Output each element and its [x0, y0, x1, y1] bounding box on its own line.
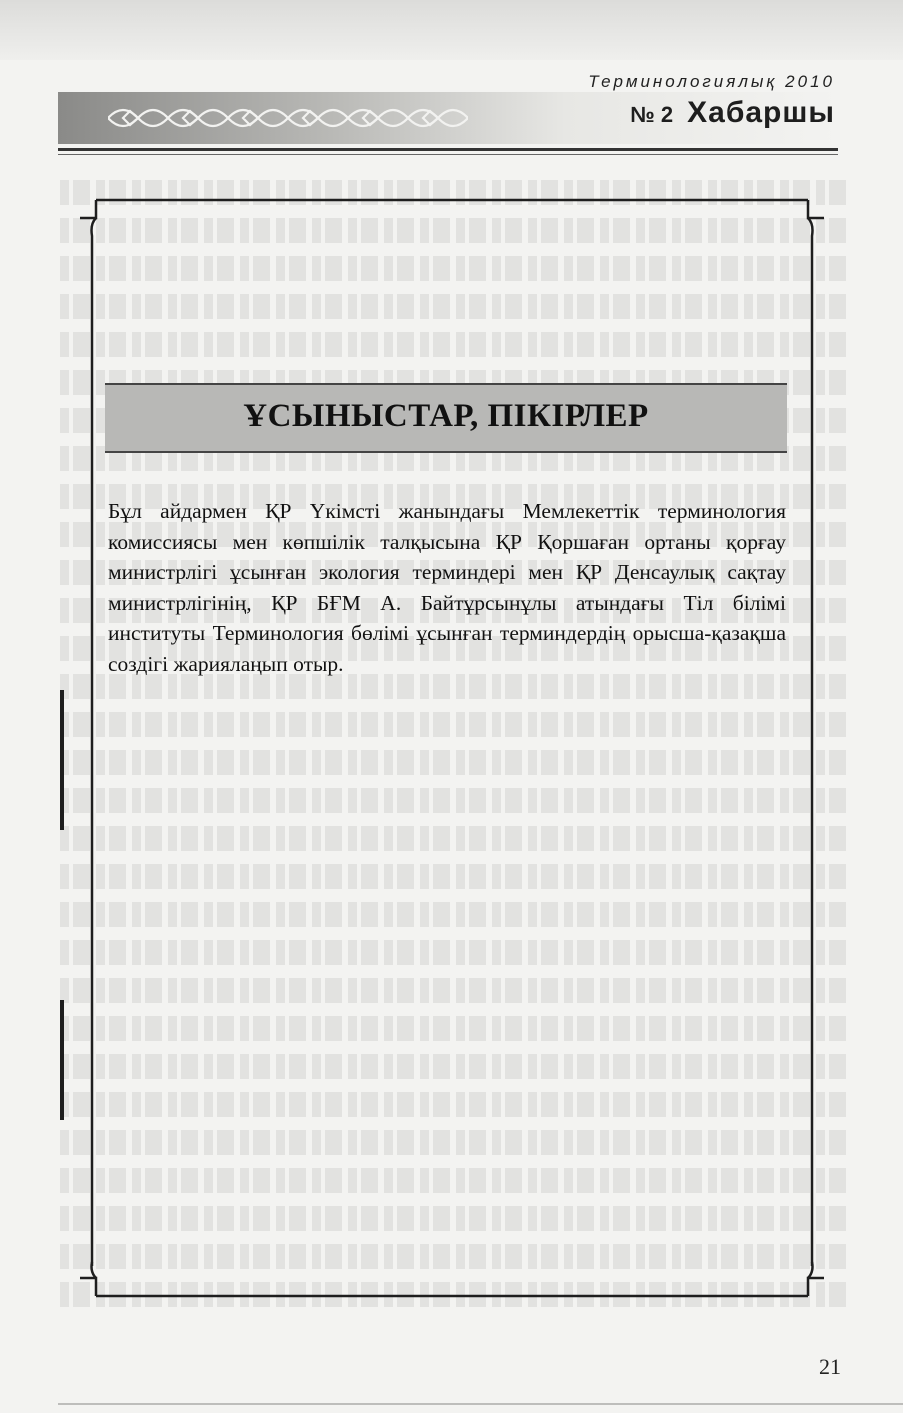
footer-rule: [58, 1403, 903, 1405]
section-title: ҰСЫНЫСТАР, ПІКІРЛЕР: [243, 398, 649, 434]
header-rule: [58, 148, 838, 151]
issue-heading: [630, 96, 835, 130]
issue-number: № 2: [630, 102, 674, 127]
header-rule-thin: [58, 154, 838, 155]
ornament-icon: [108, 98, 468, 138]
journal-title: Терминологиялық 2010: [588, 72, 835, 91]
page-number: 21: [819, 1354, 841, 1379]
journal-name: Хабаршы: [687, 96, 835, 129]
page-top-shade: [0, 0, 903, 60]
bleed-through-texture: [60, 180, 850, 1350]
intro-paragraph: Бұл айдармен ҚР Үкімсті жанындағы Мемлекеттік терминология комиссиясы мен көпшілік талқысына ҚР Қоршаған ортаны қорғау министрлігі ұсынған экология терминдері мен ҚР Денсаулық сақтау министрлігінің, ҚР БҒМ А. Байтұрсынұлы атындағы Тіл білімі институты Терминология бөлімі ұсынған терминдердің орысша-қазақша создігі жариялаңып отыр.: [108, 499, 786, 676]
